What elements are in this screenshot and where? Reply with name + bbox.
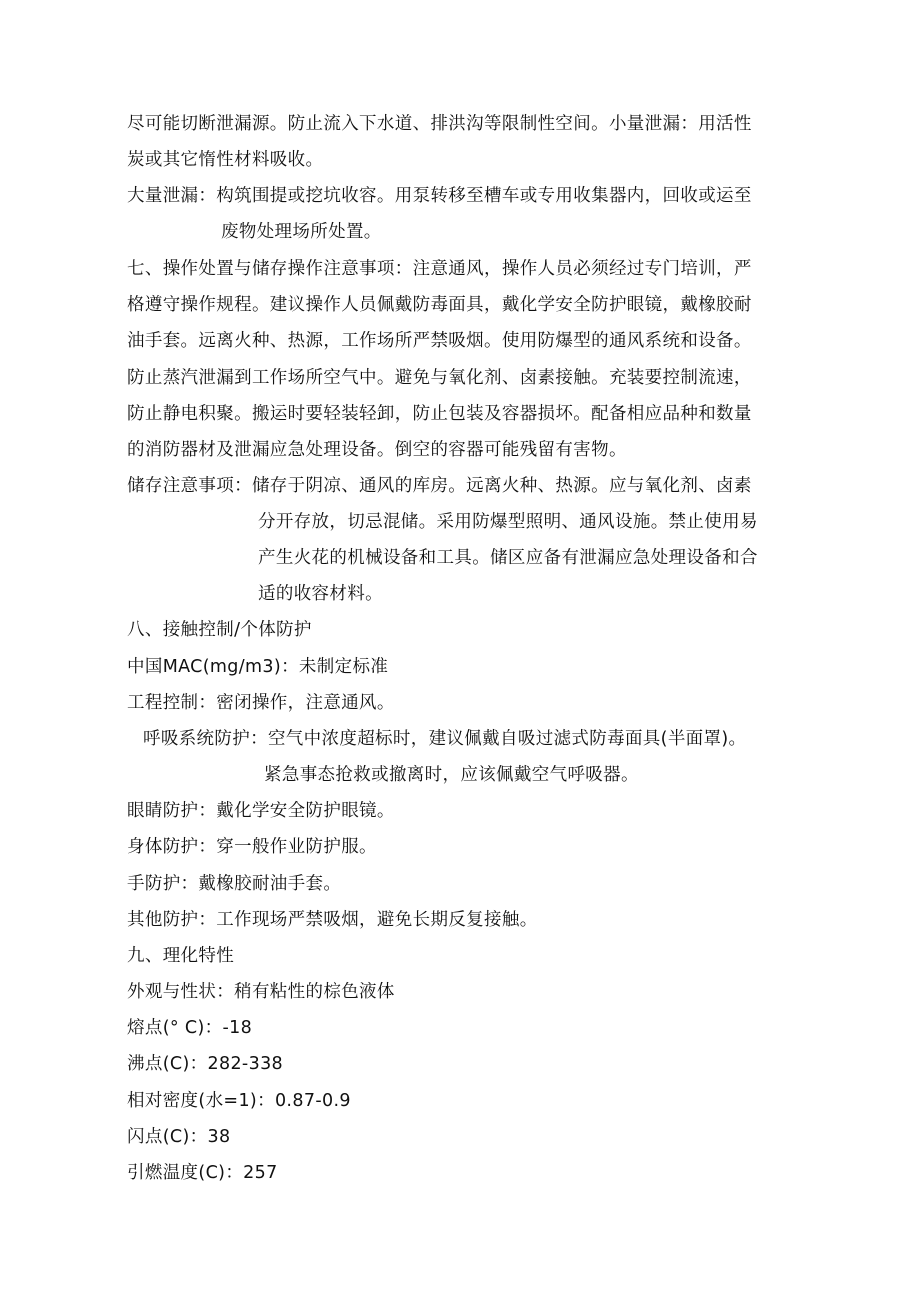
text-line: 熔点(° C)：-18 xyxy=(127,1018,253,1038)
text-line: 大量泄漏：构筑围提或挖坑收容。用泵转移至槽车或专用收集器内，回收或运至 xyxy=(127,186,752,206)
text-line: 相对密度(水=1)：0.87-0.9 xyxy=(127,1091,351,1111)
text-line: 格遵守操作规程。建议操作人员佩戴防毒面具，戴化学安全防护眼镜，戴橡胶耐 xyxy=(127,295,752,315)
text-line: 炭或其它惰性材料吸收。 xyxy=(127,150,324,170)
text-line: 闪点(C)：38 xyxy=(127,1127,231,1147)
text-line: 引燃温度(C)：257 xyxy=(127,1163,278,1183)
section-heading-9: 九、理化特性 xyxy=(127,946,235,966)
text-line: 紧急事态抢救或撤离时，应该佩戴空气呼吸器。 xyxy=(264,765,639,785)
section-heading-8: 八、接触控制/个体防护 xyxy=(127,620,312,640)
text-line: 防止静电积聚。搬运时要轻装轻卸，防止包装及容器损坏。配备相应品种和数量 xyxy=(127,404,752,424)
text-line: 的消防器材及泄漏应急处理设备。倒空的容器可能残留有害物。 xyxy=(127,440,627,460)
text-line: 尽可能切断泄漏源。防止流入下水道、排洪沟等限制性空间。小量泄漏：用活性 xyxy=(127,114,752,134)
text-line: 分开存放，切忌混储。采用防爆型照明、通风设施。禁止使用易 xyxy=(258,512,758,532)
text-line: 中国MAC(mg/m3)：未制定标准 xyxy=(127,657,389,677)
text-line: 油手套。远离火种、热源，工作场所严禁吸烟。使用防爆型的通风系统和设备。 xyxy=(127,331,752,351)
text-line: 手防护：戴橡胶耐油手套。 xyxy=(127,874,342,894)
text-line: 其他防护：工作现场严禁吸烟，避免长期反复接触。 xyxy=(127,910,538,930)
text-line: 身体防护：穿一般作业防护服。 xyxy=(127,837,377,857)
text-line: 产生火花的机械设备和工具。储区应备有泄漏应急处理设备和合 xyxy=(258,548,758,568)
text-line: 废物处理场所处置。 xyxy=(221,222,382,242)
text-line: 工程控制：密闭操作，注意通风。 xyxy=(127,693,395,713)
text-line: 呼吸系统防护：空气中浓度超标时，建议佩戴自吸过滤式防毒面具(半面罩)。 xyxy=(143,729,747,749)
section-heading-7: 七、操作处置与储存操作注意事项：注意通风，操作人员必须经过专门培训，严 xyxy=(127,259,752,279)
text-line: 适的收容材料。 xyxy=(258,584,383,604)
text-line: 储存注意事项：储存于阴凉、通风的库房。远离火种、热源。应与氧化剂、卤素 xyxy=(127,476,752,496)
text-line: 外观与性状：稍有粘性的棕色液体 xyxy=(127,982,395,1002)
text-line: 防止蒸汽泄漏到工作场所空气中。避免与氧化剂、卤素接触。充装要控制流速， xyxy=(127,368,752,388)
text-line: 眼睛防护：戴化学安全防护眼镜。 xyxy=(127,801,395,821)
text-line: 沸点(C)：282-338 xyxy=(127,1054,284,1074)
